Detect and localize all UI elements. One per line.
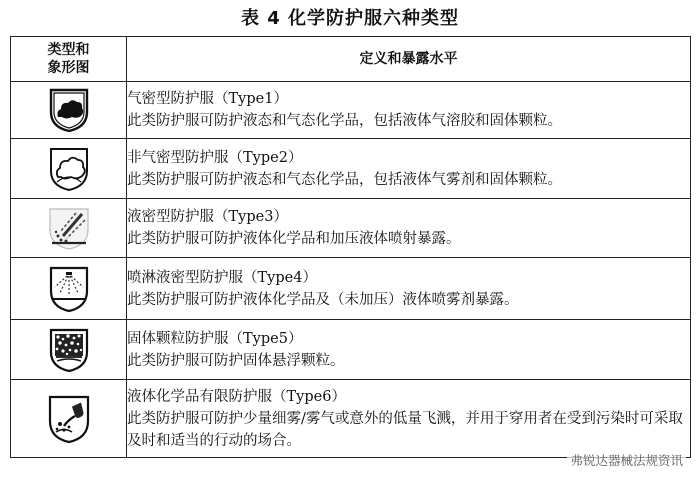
type-definition: 此类防护服可防护液体化学品及（未加压）液体喷雾剂暴露。 — [127, 291, 519, 308]
protective-clothing-table — [10, 36, 691, 458]
table-title: 表 4 化学防护服六种类型 — [240, 8, 460, 29]
table-row-type6 — [11, 380, 691, 458]
header-type-label: 类型和 — [47, 42, 90, 58]
table-row-type1 — [11, 82, 691, 139]
liquid-spray-shield-icon — [47, 265, 91, 313]
solid-particle-shield-icon — [47, 327, 91, 373]
table-row-type4 — [11, 258, 691, 320]
table-row-type5 — [11, 320, 691, 380]
header-pictogram-label: 象形图 — [47, 60, 90, 76]
limited-splash-shield-icon — [46, 394, 92, 444]
header-definition: 定义和暴露水平 — [127, 37, 691, 82]
table-row-type2 — [11, 139, 691, 199]
table-header-row — [11, 37, 691, 82]
type-definition: 此类防护服可防护液态和气态化学品，包括液体气溶胶和固体颗粒。 — [127, 113, 562, 129]
type-name: 喷淋液密型防护服（Type4） — [127, 269, 317, 286]
type-name: 非气密型防护服（Type2） — [127, 149, 303, 166]
liquid-jet-shield-icon — [46, 205, 92, 251]
type-definition: 此类防护服可防护液体化学品和加压液体喷射暴露。 — [127, 231, 461, 247]
type-name: 气密型防护服（Type1） — [127, 91, 288, 107]
type-name: 固体颗粒防护服（Type5） — [127, 330, 303, 347]
type-definition: 此类防护服可防护固体悬浮颗粒。 — [127, 352, 345, 369]
watermark: 弗锐达器械法规资讯 — [567, 450, 686, 470]
gas-cloud-shield-icon — [47, 87, 91, 133]
table-row-type3 — [11, 199, 691, 258]
header-type-pictogram — [11, 37, 127, 82]
gas-cloud-open-shield-icon — [47, 146, 91, 192]
type-definition: 此类防护服可防护液态和气态化学品，包括液体气雾剂和固体颗粒。 — [127, 171, 562, 188]
type-name: 液体化学品有限防护服（Type6） — [127, 388, 346, 405]
type-definition: 此类防护服可防护少量细雾/雾气或意外的低量飞溅，并用于穿用者在受到污染时可采取及时和适当的行动的场合。 — [127, 410, 683, 449]
type-name: 液密型防护服（Type3） — [127, 209, 288, 225]
